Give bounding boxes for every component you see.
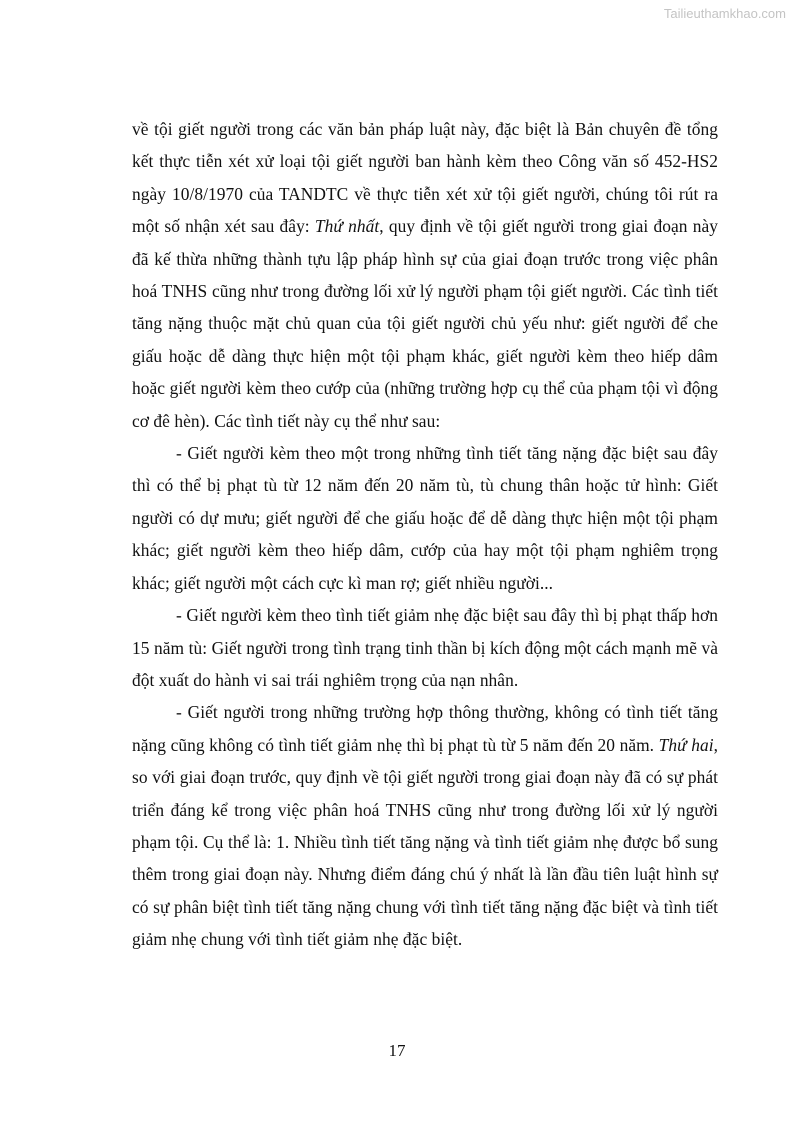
document-body [132,113,718,956]
paragraph-text: - Giết người trong những trường hợp thông thường, không có tình tiết tăng nặng cũng không có tình tiết giảm nhẹ thì bị phạt tù từ 5 năm đến 20 năm. [132,702,718,755]
paragraph-ordinary [132,696,718,955]
emphasis-first: Thứ nhất [314,216,380,237]
paragraph-continuation [132,113,718,437]
emphasis-second: Thứ hai [658,734,714,755]
paragraph-text: , quy định về tội giết người trong giai đoạn này đã kế thừa những thành tựu lập pháp hình sự của giai đoạn trước trong việc phân hoá TNHS cũng như trong đường lối xử lý người phạm tội giết người. Các tình tiết tăng nặng thuộc mặt chủ quan của tội giết người chủ yếu như: giết người để che giấu hoặc dễ dàng thực hiện một tội phạm khác, giết người kèm theo hiếp dâm hoặc giết người kèm theo cướp của (những trường hợp cụ thể của phạm tội vì động cơ đê hèn). Các tình tiết này cụ thể như sau: [132,216,718,431]
paragraph-mitigating: - Giết người kèm theo tình tiết giảm nhẹ đặc biệt sau đây thì bị phạt thấp hơn 15 năm tù: Giết người trong tình trạng tinh thần bị kích động một cách mạnh mẽ và đột xuất do hành vi sai trái nghiêm trọng của nạn nhân. [132,605,718,690]
paragraph-aggravating: - Giết người kèm theo một trong những tình tiết tăng nặng đặc biệt sau đây thì có thể bị phạt tù từ 12 năm đến 20 năm tù, tù chung thân hoặc tử hình: Giết người có dự mưu; giết người để che giấu hoặc để dễ dàng thực hiện một tội phạm khác; giết người kèm theo hiếp dâm, cướp của hay một tội phạm nghiêm trọng khác; giết người một cách cực kì man rợ; giết nhiều người... [132,443,718,593]
watermark: Tailieuthamkhao.com [663,6,786,21]
paragraph-text: về tội giết người trong các văn bản pháp luật này, đặc biệt là Bản chuyên đề tổng kết thực tiễn xét xử loại tội giết người ban hành kèm theo Công văn số 452-HS2 ngày 10/8/1970 của TANDTC về thực tiễn xét xử tội giết người, chúng tôi rút ra một số nhận xét sau đây: [132,119,718,237]
page-number: 17 [388,1041,406,1060]
paragraph-text: , so với giai đoạn trước, quy định về tội giết người trong giai đoạn này đã có sự phát triển đáng kể trong việc phân hoá TNHS cũng như trong đường lối xử lý người phạm tội. Cụ thể là: 1. Nhiều tình tiết tăng nặng và tình tiết giảm nhẹ được bổ sung thêm trong giai đoạn này. Nhưng điểm đáng chú ý nhất là lần đầu tiên luật hình sự có sự phân biệt tình tiết tăng nặng chung với tình tiết tăng nặng đặc biệt và tình tiết giảm nhẹ chung với tình tiết giảm nhẹ đặc biệt. [132,734,718,950]
